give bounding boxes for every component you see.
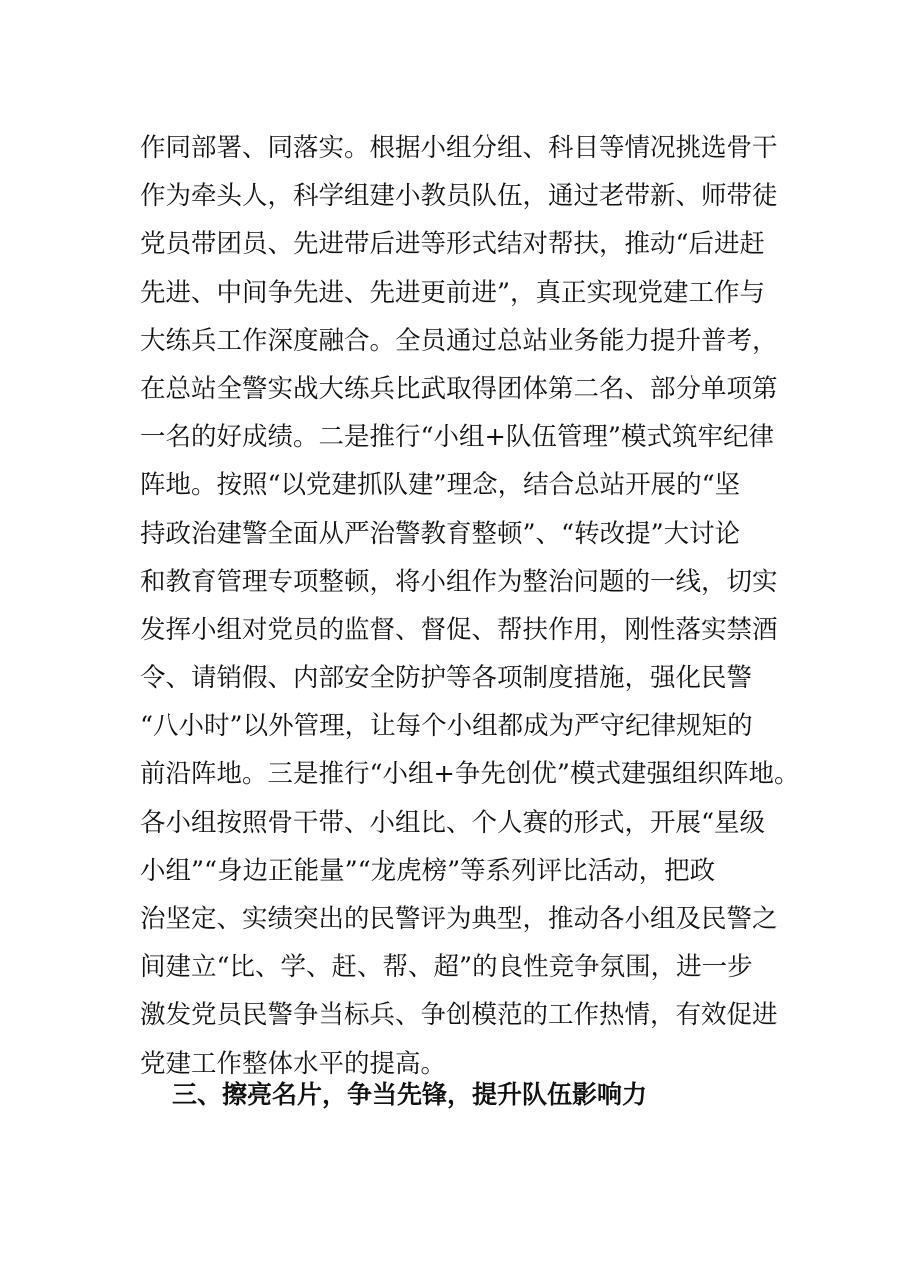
- text-line: “八小时”以外管理，让每个小组都成为严守纪律规矩的: [140, 711, 753, 742]
- text-line: 小组”“身边正能量”“龙虎榜”等系列评比活动，把政: [140, 855, 716, 886]
- text-line: 一名的好成绩。二是推行“小组+队伍管理”模式筑牢纪律: [140, 422, 774, 453]
- text-line: 和教育管理专项整顿，将小组作为整治问题的一线，切实: [140, 566, 778, 597]
- text-line: 间建立“比、学、赶、帮、超”的良性竞争氛围，进一步: [140, 952, 753, 983]
- text-line: 阵地。按照“以党建抓队建”理念，结合总站开展的“坚: [140, 470, 741, 501]
- text-line: 前沿阵地。三是推行“小组+争先创优”模式建强组织阵地。: [140, 759, 800, 790]
- text-line: 作同部署、同落实。根据小组分组、科目等情况挑选骨干: [140, 133, 778, 163]
- text-line: 令、请销假、内部安全防护等各项制度措施，强化民警: [140, 663, 753, 694]
- text-line: 激发党员民警争当标兵、争创模范的工作热情，有效促进: [140, 1000, 778, 1031]
- text-line: 作为牵头人，科学组建小教员队伍，通过老带新、师带徒: [140, 181, 778, 212]
- text-line: 各小组按照骨干带、小组比、个人赛的形式，开展“星级: [140, 807, 766, 838]
- section-heading: 三、擦亮名片，争当先锋，提升队伍影响力: [172, 1080, 648, 1109]
- text-line: 大练兵工作深度融合。全员通过总站业务能力提升普考，: [140, 325, 778, 356]
- text-line: 党员带团员、先进带后进等形式结对帮扶，推动“后进赶: [140, 229, 766, 260]
- text-line: 持政治建警全面从严治警教育整顿”、“转改提”大讨论: [140, 518, 741, 549]
- text-line: 在总站全警实战大练兵比武取得团体第二名、部分单项第: [140, 373, 778, 404]
- text-line: 党建工作整体水平的提高。: [140, 1048, 447, 1079]
- text-line: 发挥小组对党员的监督、督促、帮扶作用，刚性落实禁酒: [140, 614, 778, 645]
- body-text: [140, 124, 800, 1088]
- text-line: 先进、中间争先进、先进更前进”，真正实现党建工作与: [140, 277, 766, 308]
- text-line: 治坚定、实绩突出的民警评为典型，推动各小组及民警之: [140, 904, 778, 934]
